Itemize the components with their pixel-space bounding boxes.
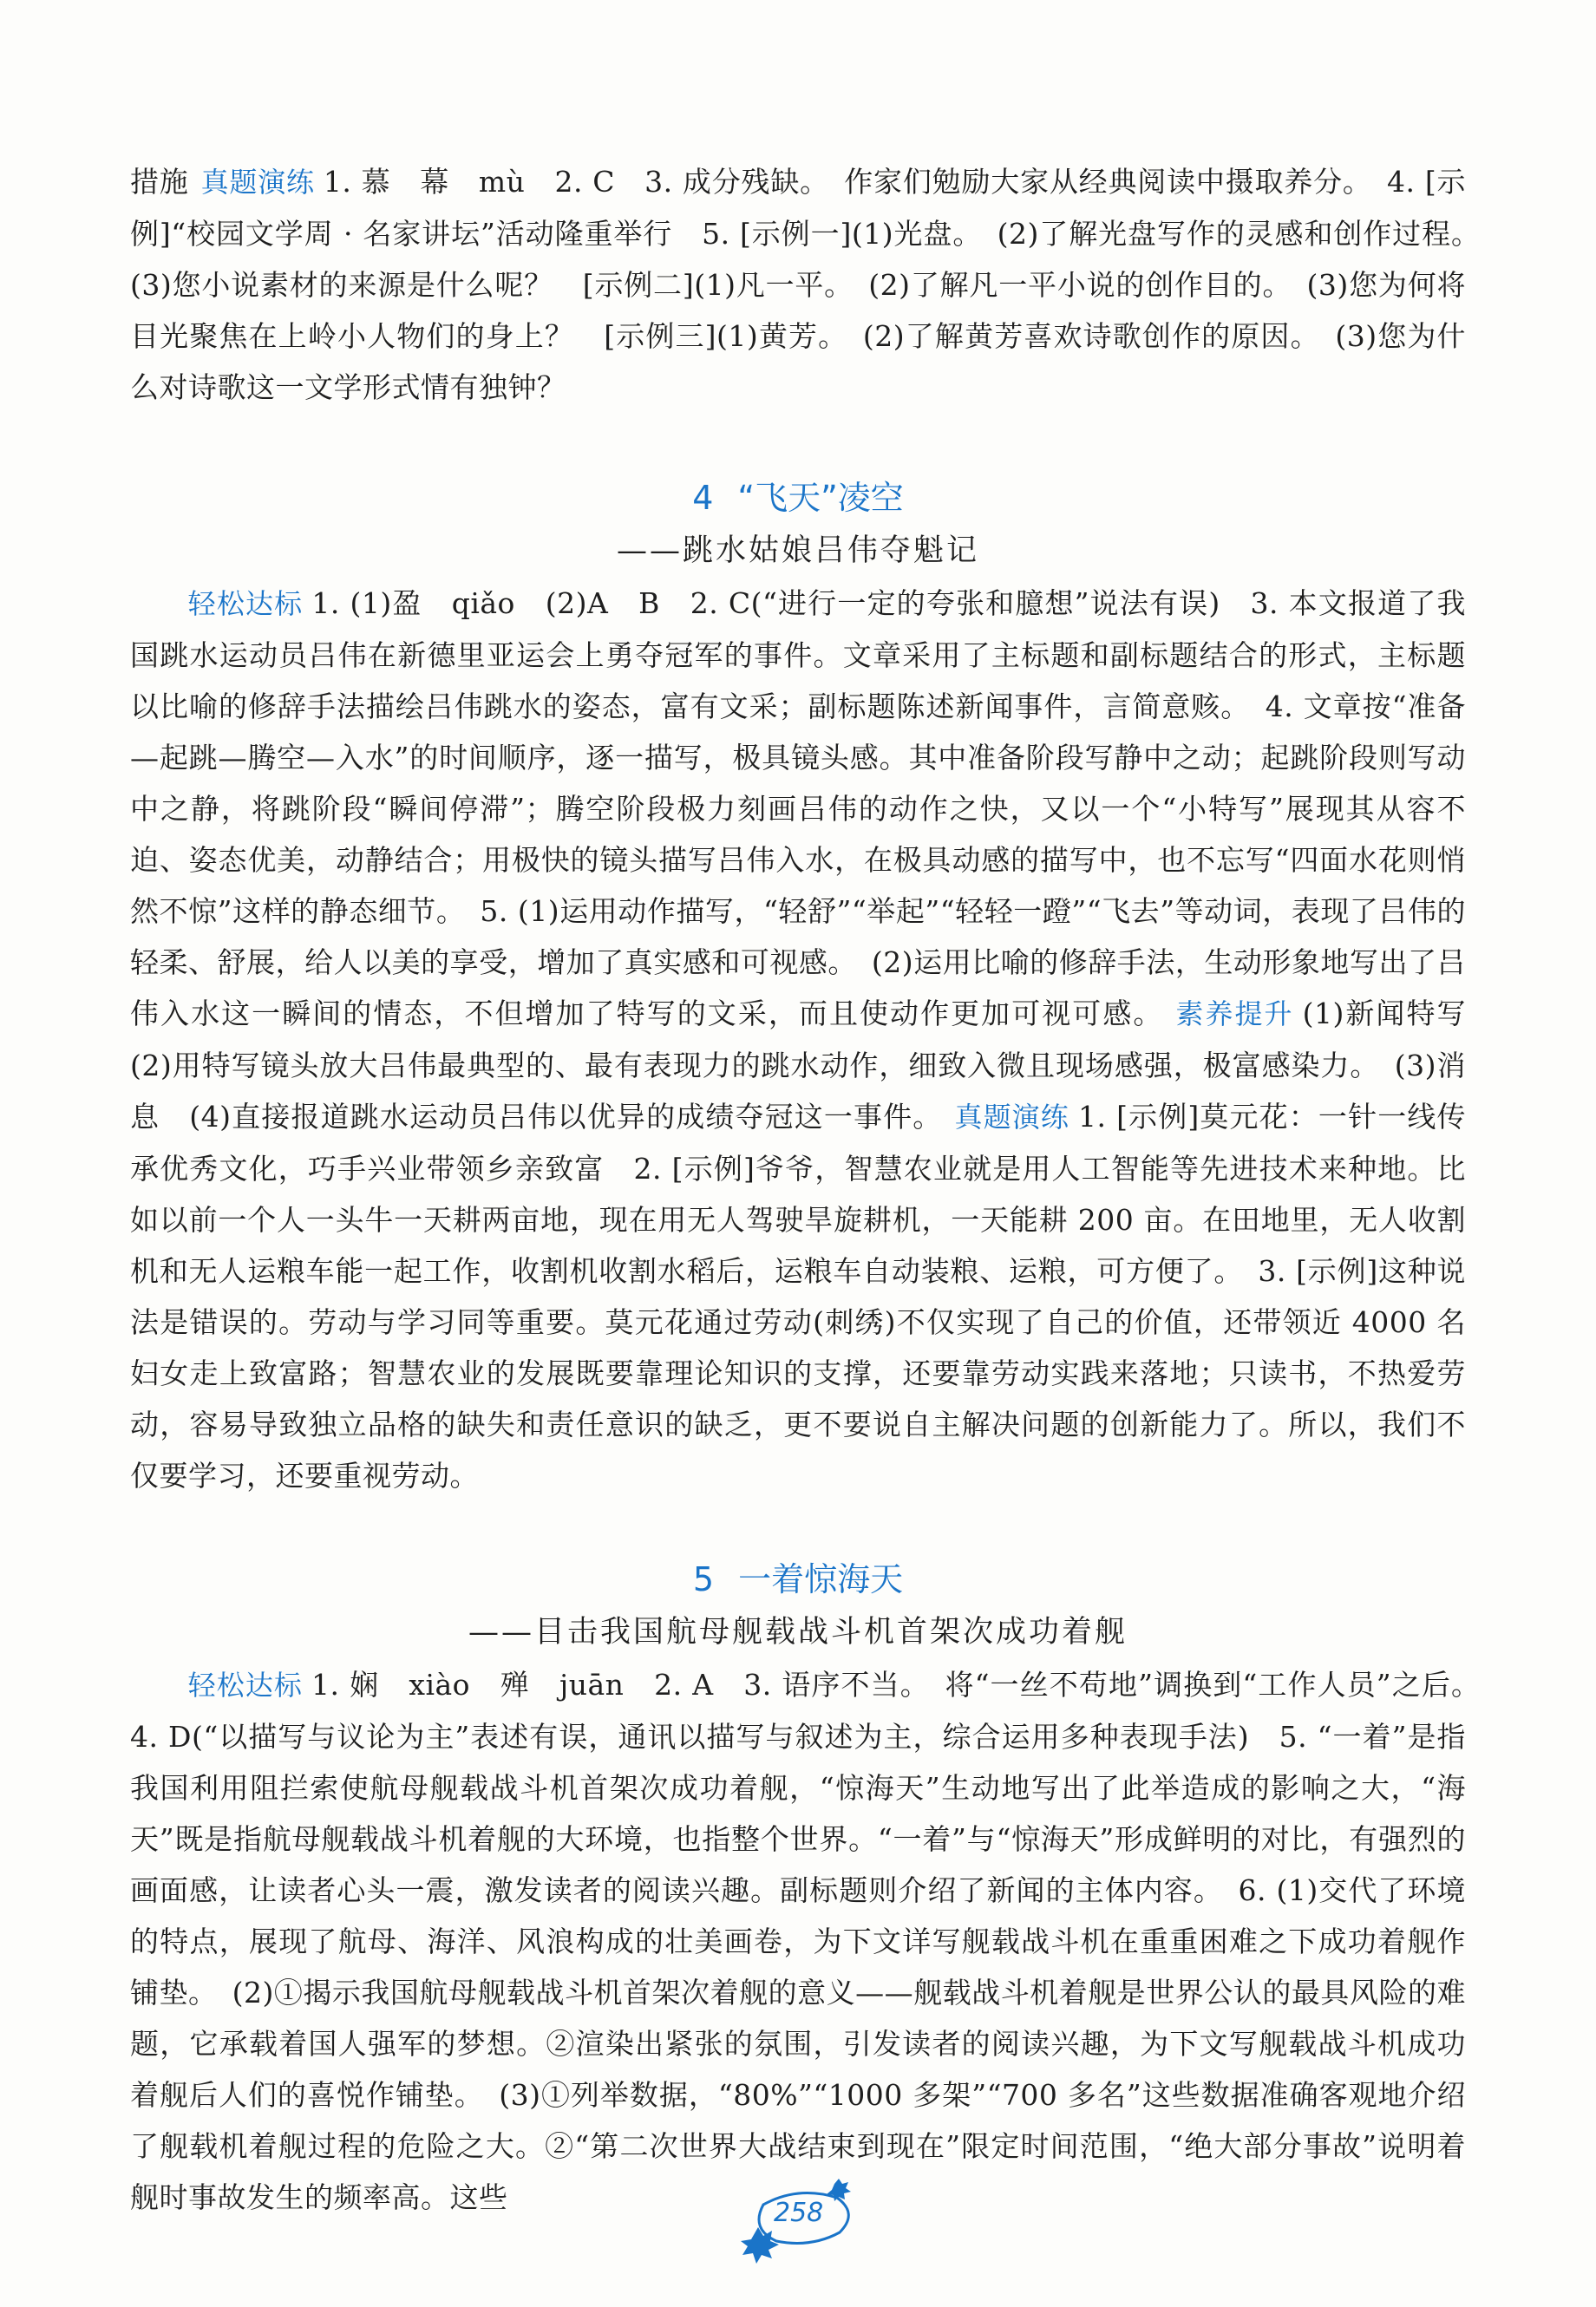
lesson-subtitle: ——跳水姑娘吕伟夺魁记: [616, 533, 979, 568]
section-tag: 真题演练: [200, 166, 315, 199]
answer-paragraph: [130, 578, 1495, 1501]
page-number-badge: [729, 2179, 867, 2265]
lesson-number: 5: [692, 1560, 715, 1598]
answer-text: 1. 娴 xiào 殚 juān 2. A 3. 语序不当。 将“一丝不苟地”调换到“工作人员”之后。 4. D(“以描写与议论为主”表述有误，通讯以描写与叙述为主，综合运用多种表现手法) 5. “一着”是指我国利用阻拦索使航母舰载战斗机首架次成功着舰，“惊海天”生动地写出了此举造成的影响之大，“海天”既是指航母舰载战斗机着舰的大环境，也指整个世界。“一着”与“惊海天”形成鲜明的对比，有强烈的画面感，让读者心头一震，激发读者的阅读兴趣。副标题则介绍了新闻的主体内容。 6. (1)交代了环境的特点，展现了航母、海洋、风浪构成的壮美画卷，为下文详写舰载战斗机在重重困难之下成功着舰作铺垫。 (2)①揭示我国航母舰载战斗机首架次着舰的意义——舰载战斗机着舰是世界公认的最具风险的难题，它承载着国人强军的梦想。②渲染出紧张的氛围，引发读者的阅读兴趣，为下文写舰载战斗机成功着舰后人们的喜悦作铺垫。 (3)①列举数据，“80%”“1000 多架”“700 多名”这些数据准确客观地介绍了舰载机着舰过程的危险之大。②“第二次世界大战结束到现在”限定时间范围，“绝大部分事故”说明着舰时事故发生的频率高。这些: [130, 1668, 1495, 2214]
section-tag: 轻松达标: [187, 587, 304, 620]
answer-paragraph: [130, 1659, 1495, 2223]
lesson-title: [130, 472, 1466, 524]
page-number: 258: [774, 2198, 824, 2228]
lesson-heading: [130, 1553, 1466, 1659]
section-tag: 素养提升: [1175, 997, 1294, 1030]
lead-text: 措施: [130, 165, 189, 199]
lesson-title: [130, 1553, 1466, 1605]
section-tag: 轻松达标: [187, 1669, 304, 1702]
lesson-number: 4: [692, 479, 714, 517]
lesson-subtitle: ——目击我国航母舰载战斗机首架次成功着舰: [468, 1615, 1128, 1650]
lesson-title-text: 一着惊海天: [738, 1560, 904, 1598]
lesson-heading: [130, 472, 1466, 578]
page-content: [130, 156, 1495, 2223]
answer-text: 1. [示例]莫元花：一针一线传承优秀文化，巧手兴业带领乡亲致富 2. [示例]爷爷，智慧农业就是用人工智能等先进技术来种地。比如以前一个人一头牛一天耕两亩地，现在用无人驾驶旱旋耕机，一天能耕 200 亩。在田地里，无人收割机和无人运粮车能一起工作，收割机收割水稻后，运粮车自动装粮、运粮，可方便了。 3. [示例]这种说法是错误的。劳动与学习同等重要。莫元花通过劳动(刺绣)不仅实现了自己的价值，还带领近 4000 名妇女走上致富路；智慧农业的发展既要靠理论知识的支撑，还要靠劳动实践来落地；只读书，不热爱劳动，容易导致独立品格的缺失和责任意识的缺乏，更不要说自主解决问题的创新能力了。所以，我们不仅要学习，还要重视劳动。: [130, 1100, 1466, 1493]
section-tag: 真题演练: [954, 1101, 1069, 1134]
answer-text: (1)新闻特写 (2)用特写镜头放大吕伟最典型的、最有表现力的跳水动作，细致入微且现场感强，极富感染力。 (3)消息 (4)直接报道跳水运动员吕伟以优异的成绩夺冠这一事件。: [130, 997, 1495, 1134]
answer-paragraph: [130, 156, 1495, 413]
lesson-title-text: “飞天”凌空: [737, 479, 904, 517]
answer-text: 1. 慕 幕 mù 2. C 3. 成分残缺。 作家们勉励大家从经典阅读中摄取养分。 4. [示例]“校园文学周 · 名家讲坛”活动隆重举行 5. [示例一](1)光盘。 (2)了解光盘写作的灵感和创作过程。 (3)您小说素材的来源是什么呢？ [示例二](1)凡一平。 (2)了解凡一平小说的创作目的。 (3)您为何将目光聚焦在上岭小人物们的身上？ [示例三](1)黄芳。 (2)了解黄芳喜欢诗歌创作的原因。 (3)您为什么对诗歌这一文学形式情有独钟？: [130, 165, 1495, 404]
answer-text: 1. (1)盈 qiǎo (2)A B 2. C(“进行一定的夸张和臆想”说法有误) 3. 本文报道了我国跳水运动员吕伟在新德里亚运会上勇夺冠军的事件。文章采用了主标题和副标题结合的形式，主标题以比喻的修辞手法描绘吕伟跳水的姿态，富有文采；副标题陈述新闻事件，言简意赅。 4. 文章按“准备—起跳—腾空—入水”的时间顺序，逐一描写，极具镜头感。其中准备阶段写静中之动；起跳阶段则写动中之静，将跳阶段“瞬间停滞”；腾空阶段极力刻画吕伟的动作之快，又以一个“小特写”展现其从容不迫、姿态优美，动静结合；用极快的镜头描写吕伟入水，在极具动感的描写中，也不忘写“四面水花则悄然不惊”这样的静态细节。 5. (1)运用动作描写，“轻舒”“举起”“轻轻一蹬”“飞去”等动词，表现了吕伟的轻柔、舒展，给人以美的享受，增加了真实感和可视感。 (2)运用比喻的修辞手法，生动形象地写出了吕伟入水这一瞬间的情态，不但增加了特写的文采，而且使动作更加可视可感。: [130, 586, 1466, 1030]
